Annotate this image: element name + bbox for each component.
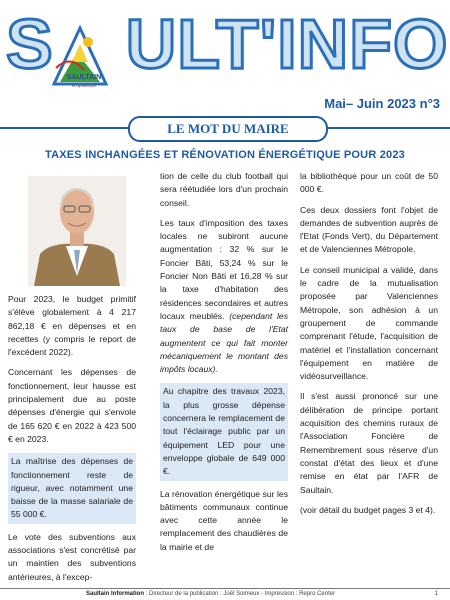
col2-tax-rates: Les taux d'imposition des taxes locales ne subiront aucune augmentation : 32 % sur le Foncier Bâti, 53,24 % sur le Foncier Non Bâti et 16,28 % sur la taxe d'habitation des résidences secondaires et autres locaux meublés. xyxy=(160,217,288,321)
col1-highlight-box: La maîtrise des dépenses de fonctionnement reste de rigueur, avec notamment une baisse de la masse salariale de 55 000 €. xyxy=(8,453,136,523)
masthead-title-rest: ULT'INFO xyxy=(125,5,449,83)
footer xyxy=(0,588,450,600)
footer-title: Saultain Information xyxy=(86,591,145,597)
col2-paragraph-2 xyxy=(160,217,288,377)
footer-text: : Directeur de la publication : Joël Soimeux - Impression : Repro Center xyxy=(144,591,336,597)
col1-paragraph-2: Concernant les dépenses de fonctionnement, leur hausse est principalement due au poste dépenses d'énergie qui s'envole de 165 620 € en 2022 à 423 500 € en 2023. xyxy=(8,367,136,444)
issue-date: Mai– Juin 2023 n°3 xyxy=(324,96,440,111)
col2-paragraph-1: tion de celle du club football qui sera réétudiée lors d'un prochain conseil. xyxy=(160,171,288,208)
col2-paragraph-3: La rénovation énergétique sur les bâtiments communaux continue avec cette année le remplacement des chaudières de la mairie et de xyxy=(160,488,288,552)
logo-subtitle: le dynamique xyxy=(72,83,96,88)
col2-highlight-box: Au chapitre des travaux 2023, la plus grosse dépense concernera le remplacement de tout l'éclairage public par un équipement LED pour une enveloppe globale de 649 000 €. xyxy=(160,383,288,480)
page-number: 1 xyxy=(434,591,438,597)
col1-paragraph-3: Le vote des subventions aux associations s'est concrétisé par un maintien des subventions antérieures, à l'excep- xyxy=(8,531,136,582)
masthead xyxy=(0,0,450,110)
section-banner: LE MOT DU MAIRE xyxy=(128,116,328,142)
column-2 xyxy=(160,170,288,561)
column-1 xyxy=(8,170,136,591)
col3-paragraph-2: Ces deux dossiers font l'objet de demandes de subvention auprès de l'Etat (Fonds Vert), du Département et de Valenciennes Métropole. xyxy=(300,204,438,255)
col2-tax-note: (cependant les taux de base de l'Etat augmentent ce qui fait monter mécaniquement le montant des impôts locaux). xyxy=(160,310,288,375)
headline: TAXES INCHANGÉES ET RÉNOVATION ÉNERGÉTIQUE POUR 2023 xyxy=(44,149,405,161)
logo-text: SAULTAIN xyxy=(66,74,102,81)
col3-paragraph-5: (voir détail du budget pages 3 et 4). xyxy=(300,504,436,515)
col3-paragraph-4: Il s'est aussi prononcé sur une délibération de principe portant acquisition des chemins ruraux de l'Association Foncière de Remembrement sous réserve d'un constat d'état des lieux et d'une remise en état par l'AFR de Saultain. xyxy=(300,391,438,495)
col1-paragraph-1: Pour 2023, le budget primitif s'élève globalement à 4 217 862,18 € en dépenses et en recettes (y compris le report de l'excédent 2022). xyxy=(8,294,136,358)
mayor-photo xyxy=(28,176,126,286)
col3-paragraph-3: Le conseil municipal a validé, dans le cadre de la mutualisation proposée par Valenciennes Métropole, son adhésion à un groupement de commande comprenant l'étude, l'acquisition de matériel et l'installation concernant l'équipement en matière de vidéosurveillance. xyxy=(300,264,438,382)
col3-paragraph-1: la bibliothèque pour un coût de 50 000 €. xyxy=(300,171,438,195)
column-3 xyxy=(300,170,438,524)
masthead-title-s: S xyxy=(6,5,54,83)
